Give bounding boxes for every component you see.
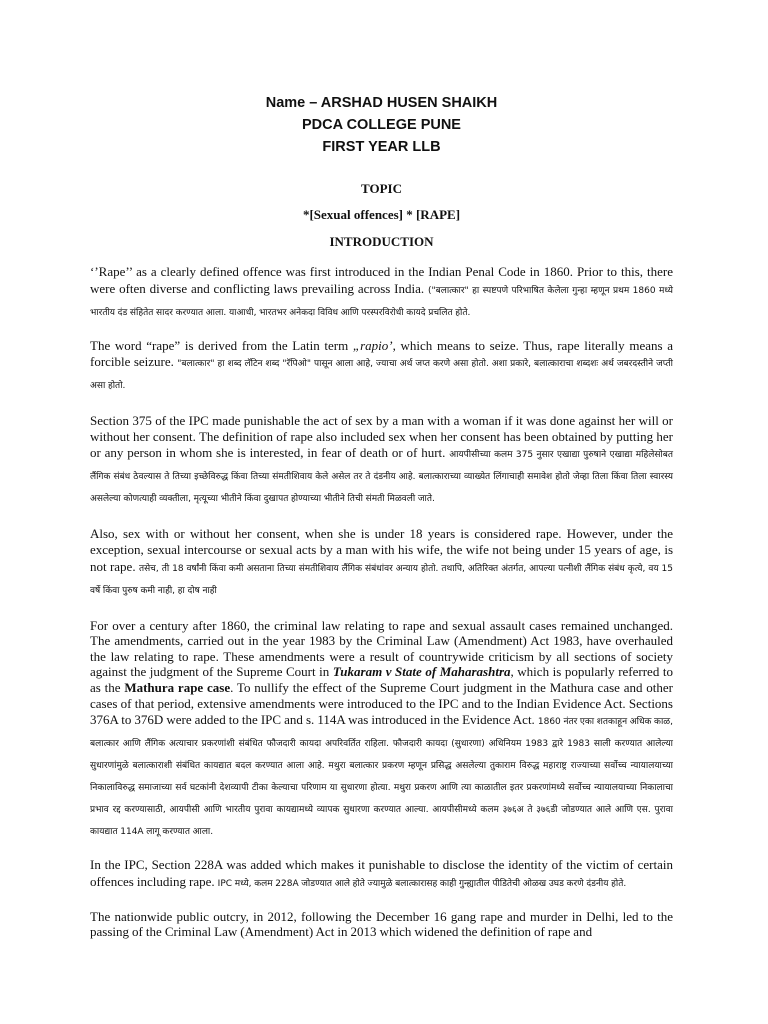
- latin-term: „rapio’: [352, 337, 393, 353]
- english-text: . To nullify the effect of the Supreme Court judgment in the Mathura case and other cases of that period, extensive amendments were introduced to the IPC and to the Indian Evidence Act. Sections 376A to 376D were added to the IPC and s. 114A was introduced in the Evidence Act.: [90, 679, 673, 728]
- english-text: The nationwide public outcry, in 2012, following the December 16 gang rape and murder in Delhi, led to the passing of the Criminal Law (Amendment) Act in 2013 which widened the definition of rape and: [90, 908, 673, 940]
- student-name: Name – ARSHAD HUSEN SHAIKH: [265, 95, 498, 111]
- marathi-text: ("बलात्कार" हा स्पष्टपणे परिभाषित केलेला गुन्हा म्हणून प्रथम 1860 मध्ये भारतीय दंड संहितेत सादर करण्यात आला. याआधी, भारतभर अनेकदा विविध आणि परस्परविरोधी कायदे प्रचलित होते.: [90, 285, 674, 318]
- document-page: [90, 92, 673, 940]
- case-alias: Mathura rape case: [124, 679, 231, 695]
- marathi-text: IPC मध्ये, कलम 228A जोडण्यात आले होते ज्यामुळे बलात्कारासह काही गुन्ह्यातील पीडितेची ओळख उघड करणे दंडनीय होते.: [217, 878, 627, 889]
- topic-value: *[Sexual offences] * [RAPE]: [302, 207, 461, 222]
- marathi-text: 1860 नंतर एका शतकाहून अधिक काळ, बलात्कार आणि लैंगिक अत्याचार प्रकरणांशी संबंधित फौजदारी कायदा अपरिवर्तित राहिला. फौजदारी कायदा (सुधारणा) अधिनियम 1983 द्वारे 1983 साली करण्यात आलेल्या सुधारणांमुळे बलात्काराशी संबंधित कायद्यात बदल करण्यात आला आहे. मथुरा बलात्कार प्रकरण म्हणून प्रसिद्ध असलेल्या तुकाराम विरुद्ध महाराष्ट्र राज्याच्या सर्वोच्च न्यायालयाच्या निकालाविरुद्ध समाजाच्या सर्व घटकांनी देशव्यापी टीका केल्याचा परिणाम या सुधारणा होत्या. मथुरा प्रकरण आणि त्या काळातील इतर प्रकरणांमध्ये सर्वोच्च न्यायालयाच्या निकालाचा प्रभाव रद्द करण्यासाठी, आयपीसी आणि भारतीय पुरावा कायद्यामध्ये व्यापक सुधारणा करण्यात आल्या. आयपीसीमध्ये कलम ३७६अ ते ३७६डी जोडण्यात आले आणि एस. पुरावा कायद्यात 114A लागू करण्यात आला.: [90, 717, 674, 838]
- paragraph-age-of-consent: [90, 526, 673, 601]
- english-text: In the IPC, Section 228A was added which makes it punishable to disclose the identity of the victim of certain offences including rape.: [90, 857, 673, 889]
- marathi-text: तसेच, ती 18 वर्षांनी किंवा कमी असताना तिच्या संमतीशिवाय लैंगिक संबंधांवर अन्याय होतो. तथापि, अतिरिक्त अंतर्गत, आपल्या पत्नीशी लैंगिक संबंध कृत्ये, वय 15 वर्षे किंवा पुरुष कमी नाही, हा दोष नाही: [90, 563, 673, 596]
- case-name: Tukaram v State of Maharashtra: [332, 664, 511, 680]
- course-year: FIRST YEAR LLB: [322, 139, 441, 155]
- paragraph-section-375: [90, 413, 673, 510]
- college-name: PDCA COLLEGE PUNE: [302, 117, 461, 133]
- introduction-heading: INTRODUCTION: [329, 234, 434, 249]
- english-text: The word “rape” is derived from the Latin term: [90, 337, 353, 353]
- english-text: ‘’Rape’’ as a clearly defined offence was first introduced in the Indian Penal Code in 1860. Prior to this, there were often diverse and conflicting laws prevailing across India.: [90, 264, 673, 296]
- paragraph-section-228a: [90, 857, 673, 895]
- english-text: For over a century after 1860, the criminal law relating to rape and sexual assault cases remained unchanged. The amendments, carried out in the year 1983 by the Criminal Law (Amendment) Act 1983, have overhauled the law relating to rape. These amendments were a result of countrywide criticism by all sections of society against the judgment of the Supreme Court in: [90, 617, 673, 680]
- english-text: Section 375 of the IPC made punishable the act of sex by a man with a woman if it was done against her will or without her consent. The definition of rape also included sex when her consent has been obtained by putting her or any person in whom she is interested, in fear of death or of hurt.: [90, 413, 673, 461]
- english-text: , which means to seize. Thus, rape literally means a forcible seizure.: [90, 337, 673, 370]
- english-text: Also, sex with or without her consent, when she is under 18 years is considered rape. However, under the exception, sexual intercourse or sexual acts by a man with his wife, the wife not being under 15 years of age, is not rape.: [90, 526, 673, 574]
- paragraph-word-origin: [90, 338, 673, 398]
- paragraph-1983-amendments: [90, 618, 673, 844]
- marathi-text: "बलात्कार" हा शब्द लॅटिन शब्द "रॅपिओ" पासून आला आहे, ज्याचा अर्थ जप्त करणे असा होतो. अशा प्रकारे, बलात्काराचा शब्दशः अर्थ जबरदस्तीने जप्ती असा होतो.: [90, 359, 673, 392]
- paragraph-2013-amendment: [90, 909, 673, 940]
- marathi-text: आयपीसीच्या कलम 375 नुसार एखाद्या पुरुषाने एखाद्या महिलेसोबत लैंगिक संबंध ठेवल्यास ते तिच्या इच्छेविरुद्ध किंवा तिच्या संमतीशिवाय केले असेल तर ते दंडनीय आहे. बलात्काराच्या व्याख्येत लिंगाचाही समावेश होतो जेव्हा तिला किंवा तिला स्वारस्य असलेल्या कोणत्याही व्यक्तीला, मृत्यूच्या भीतीने किंवा दुखापत होण्याच्या भीतीने तिची संमती मिळवली जाते.: [90, 450, 674, 505]
- topic-label: TOPIC: [361, 181, 402, 196]
- english-text: , which is popularly referred to as the: [90, 664, 673, 695]
- paragraph-rape-definition-history: [90, 264, 673, 324]
